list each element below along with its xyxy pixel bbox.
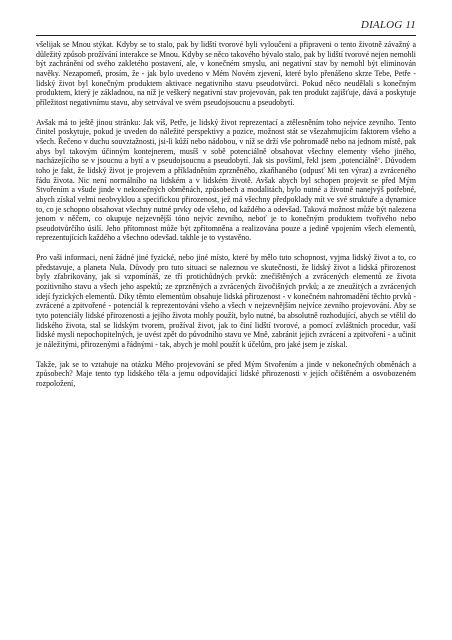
header-rule [36,35,416,36]
running-header: DIALOG 11 [360,19,416,31]
paragraph: Takže, jak se to vztahuje na otázku Mého projevování se před Mým Stvořením a jinde v nekonečných obměnách a způsobech? Maje tento typ lidského těla a jemu odpovídající lidské přirozenosti v jejích očištěném a osvobozeném rozpoložení, [36,359,416,388]
body-text [36,40,416,399]
paragraph: Avšak má to ještě jinou stránku: Jak víš, Petře, je lidský život reprezentací a ztělesněním toho nejvíce zevního. Tento činitel poskytuje, pokud je uveden do náležité perspektivy a pozice, možnost stát se všezahrnujícím faktorem všeho a všech. Řečeno v duchu souvztažnosti, jsi-li kůží nebo nádobou, v níž se drží vše pohromadě nebo na jednom místě, pak abys byl takovým účinným kontejnerem, musíš v sobě potenciálně obsahovat všechny elementy všeho jiného, nacházejícího se v jsoucnu a bytí a v pseudojsoucnu a pseudobytí. Jak sis povšiml, řekl jsem ‚potenciálně‘. Důvodem toho je fakt, že lidský život je projevem a příkladněním zprzněného, zkaňhaného (odpusť Mi ten výraz) a zvráceného řádu života. Nic není normálního na lidském a v lidském životě. Avšak abych byl schopen projevit se před Mým Stvořením a všude jinde v nekonečných obměnách, způsobech a modalitách, bylo nutné a životně nanejvýš potřebné, abych získal velmi neobvyklou a specifickou přirozenost, jež má všechny předpoklady mít ve své struktuře a dynamice to, co je schopno obsahovat všechny nutné prvky ode všeho, od každého a odevšad. Taková možnost může být nalezena jenom v něčem, co okupuje nejzevnější tóno nejvíc zevního, neboť je to konečným produktem tvořivého nebo pseudotvůrčího úsilí. Jeho přítomnost může být zpřítomněna a realizována pouze a jedině vpojením všech elementů, reprezentujících každého a všechno odevšad. takhle je to vystavěno. [36,117,416,243]
paragraph: Pro vaši informaci, není žádné jiné fyzické, nebo jiné místo, které by mělo tuto schopnost, vyjma lidský život a to, co představuje, a planeta Nula. Důvody pro tuto situaci se naleznou ve skutečnosti, že lidský život a lidská přirozenost byly zfabrikovány, jak si vzpomínáš, ze tří protichůdných prvků: znečištěných a zvrácených elementů ze života pozitivního stavu a všech jeho aspektů; ze zprzněných a zvrácených živočišných prvků; a ze zneužitých a zvrácených idejí fyzických elementů. Díky těmto elementům obsahuje lidská přirozenost - v konečném nahromadění těchto prvků - zvrácené a zpitvořené - potenciál k reprezentování všeho a všech v nejzevnějším nejvíce zevního projevování. Aby se tyto potenciály lidské přirozenosti a jejího života mohly použít, bylo nutné, ba absolutně rozhodující, abych se vtělil do lidského života, stal se lidským tvorem, prožíval život, jak to činí lidští tvorové, a pomocí zvláštních procedur, vaší lidské mysli nepochopitelných, je uvést zpět do původního stavu ve Mně, zabránit jejich zvrácení a zpitvoření - a učinit je náležitými, přirozenými a řádnými - tak, abych je mohl použít k účelům, pro jaké jsem je získal. [36,253,416,350]
paragraph: všelijak se Mnou stýkat. Kdyby se to stalo, pak by lidští tvorové byli vyloučeni a připraveni o tento životně závažný a důležitý způsob prožívání interakce se Mnou. Kdyby se něco takového bývalo stalo, pak by lidští tvorové nejen nemohli být zachráněni od svého zakletého postavení, ale, v konečném smyslu, ani negativní stav by nemohl být eliminován navěky. Nezapomeň, prosím, že - jak bylo uvedeno v Mém Novém zjevení, které bylo přenášeno skrze Tebe, Petře - lidský život byl konečným produktem aktivace negativního stavu pseudotvůrci. Pokud něco neudělali s konečným produktem, který je základnou, na níž je veškerý negativní stav projevován, pak ten produkt zajišťuje, dává a poskytuje příležitost negativnímu stavu, aby setrvával ve svém pseudojsoucnu a pseudobytí. [36,40,416,107]
